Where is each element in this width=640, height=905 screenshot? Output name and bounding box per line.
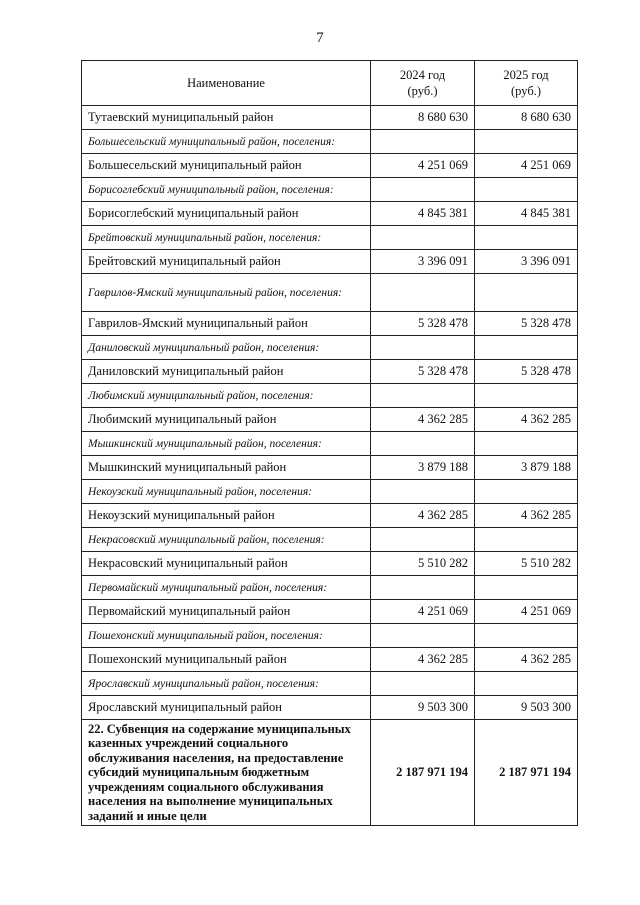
header-2024: 2024 год (руб.) [371,61,475,106]
budget-table [81,60,578,826]
value-2024-cell: 5 510 282 [371,552,475,576]
district-name-cell: Тутаевский муниципальный район [82,106,371,130]
table-row [82,456,578,480]
table-row [82,130,578,154]
table-row [82,408,578,432]
table-row [82,576,578,600]
table-row [82,672,578,696]
section-name-cell: Мышкинский муниципальный район, поселения: [82,432,371,456]
table-row [82,312,578,336]
section-name-cell: Первомайский муниципальный район, поселения: [82,576,371,600]
value-2024-cell [371,624,475,648]
section-name-cell: Брейтовский муниципальный район, поселения: [82,226,371,250]
table-row [82,274,578,312]
value-2024-cell [371,130,475,154]
section-name-cell: Даниловский муниципальный район, поселения: [82,336,371,360]
value-2024-cell [371,432,475,456]
value-2025-cell [475,384,578,408]
table-row [82,384,578,408]
table-row [82,336,578,360]
value-2024-cell: 4 845 381 [371,202,475,226]
value-2025-cell [475,336,578,360]
header-name: Наименование [82,61,371,106]
value-2025-cell: 4 362 285 [475,648,578,672]
value-2025-cell: 8 680 630 [475,106,578,130]
section-name-cell: Пошехонский муниципальный район, поселения: [82,624,371,648]
table-row [82,360,578,384]
table-row [82,504,578,528]
value-2025-cell: 3 879 188 [475,456,578,480]
value-2024-cell: 4 362 285 [371,408,475,432]
table-row [82,528,578,552]
section-name-cell: Любимский муниципальный район, поселения: [82,384,371,408]
district-name-cell: Ярославский муниципальный район [82,696,371,720]
table-row [82,106,578,130]
district-name-cell: Борисоглебский муниципальный район [82,202,371,226]
section-name-cell: Борисоглебский муниципальный район, поселения: [82,178,371,202]
table-row [82,154,578,178]
table-row [82,226,578,250]
section-name-cell: Некрасовский муниципальный район, поселения: [82,528,371,552]
value-2024-cell: 5 328 478 [371,312,475,336]
value-2024-cell [371,528,475,552]
value-2024-cell [371,384,475,408]
value-2025-cell: 4 845 381 [475,202,578,226]
page-number: 7 [316,30,324,46]
table-row [82,696,578,720]
value-2024-cell: 2 187 971 194 [371,720,475,826]
table-row [82,202,578,226]
value-2025-cell: 4 362 285 [475,504,578,528]
header-2025: 2025 год (руб.) [475,61,578,106]
value-2024-cell: 4 362 285 [371,504,475,528]
value-2024-cell: 4 362 285 [371,648,475,672]
value-2025-cell: 2 187 971 194 [475,720,578,826]
district-name-cell: Большесельский муниципальный район [82,154,371,178]
table-row [82,250,578,274]
value-2024-cell: 3 879 188 [371,456,475,480]
value-2025-cell: 5 328 478 [475,312,578,336]
value-2025-cell [475,226,578,250]
value-2024-cell: 5 328 478 [371,360,475,384]
district-name-cell: Брейтовский муниципальный район [82,250,371,274]
table-header-row [82,61,578,106]
value-2024-cell: 3 396 091 [371,250,475,274]
district-name-cell: Мышкинский муниципальный район [82,456,371,480]
district-name-cell: Некоузский муниципальный район [82,504,371,528]
section-name-cell: Некоузский муниципальный район, поселения: [82,480,371,504]
table-row [82,480,578,504]
value-2025-cell: 4 251 069 [475,600,578,624]
district-name-cell: Даниловский муниципальный район [82,360,371,384]
section-name-cell: Ярославский муниципальный район, поселения: [82,672,371,696]
value-2025-cell [475,480,578,504]
value-2025-cell: 5 328 478 [475,360,578,384]
value-2024-cell [371,576,475,600]
value-2025-cell [475,432,578,456]
value-2025-cell: 9 503 300 [475,696,578,720]
value-2024-cell [371,336,475,360]
value-2024-cell [371,480,475,504]
district-name-cell: Некрасовский муниципальный район [82,552,371,576]
value-2025-cell [475,672,578,696]
value-2024-cell [371,274,475,312]
table-row [82,178,578,202]
value-2024-cell: 8 680 630 [371,106,475,130]
value-2025-cell: 3 396 091 [475,250,578,274]
district-name-cell: Гаврилов-Ямский муниципальный район [82,312,371,336]
table-row [82,432,578,456]
value-2024-cell: 9 503 300 [371,696,475,720]
value-2025-cell [475,178,578,202]
table-row [82,624,578,648]
section-name-cell: Гаврилов-Ямский муниципальный район, поселения: [82,274,371,312]
district-name-cell: Первомайский муниципальный район [82,600,371,624]
table-row [82,552,578,576]
table-row [82,720,578,826]
value-2024-cell: 4 251 069 [371,600,475,624]
district-name-cell: Любимский муниципальный район [82,408,371,432]
value-2025-cell [475,130,578,154]
value-2025-cell [475,624,578,648]
table-row [82,648,578,672]
value-2025-cell [475,528,578,552]
value-2024-cell [371,226,475,250]
section-name-cell: Большесельский муниципальный район, поселения: [82,130,371,154]
value-2025-cell: 4 362 285 [475,408,578,432]
value-2024-cell [371,672,475,696]
value-2025-cell [475,274,578,312]
subvention-name-cell: 22. Субвенция на содержание муниципальных казенных учреждений социального обслуживания населения, на предоставление субсидий муниципальным бюджетным учреждениям социального обслуживания населения на выполнение муниципальных заданий и иные цели [82,720,371,826]
table-body [82,106,578,826]
value-2025-cell [475,576,578,600]
value-2025-cell: 4 251 069 [475,154,578,178]
value-2024-cell: 4 251 069 [371,154,475,178]
table-row [82,600,578,624]
value-2024-cell [371,178,475,202]
district-name-cell: Пошехонский муниципальный район [82,648,371,672]
value-2025-cell: 5 510 282 [475,552,578,576]
